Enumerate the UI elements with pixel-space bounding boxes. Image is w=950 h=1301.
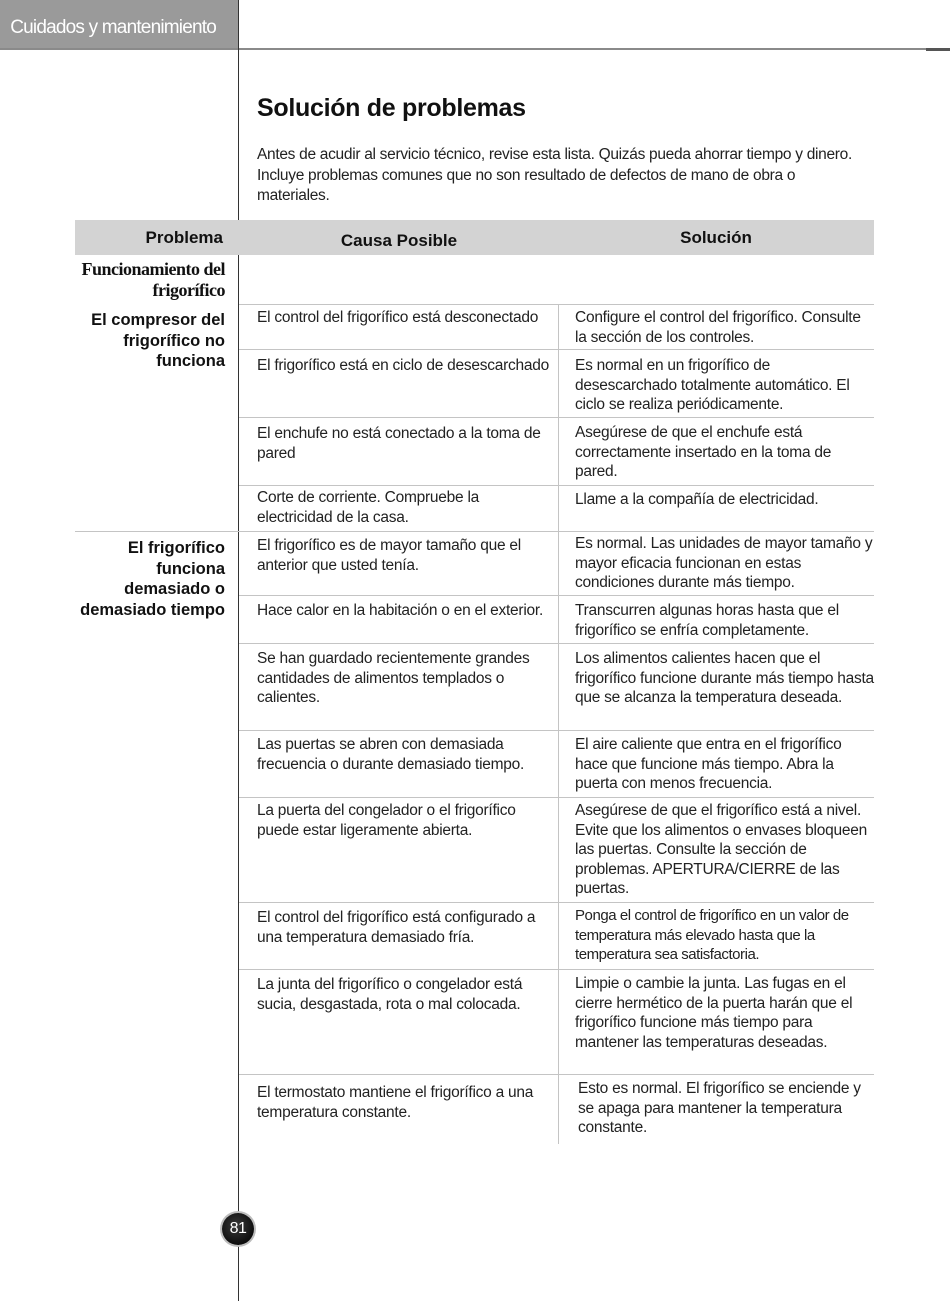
solution-cell: Es normal. Las unidades de mayor tamaño y mayor eficacia funcionan en estas condiciones durante más tiempo.	[575, 535, 873, 591]
solution-cell: Es normal en un frigorífico de desescarchado totalmente automático. El ciclo se realiza periódicamente.	[575, 357, 850, 413]
cause-cell: El termostato mantiene el frigorífico a una temperatura constante.	[257, 1084, 534, 1121]
section-tab	[0, 0, 238, 49]
solution-cell: Los alimentos calientes hacen que el frigorífico funcione durante más tiempo hasta que se alcanza la temperatura deseada.	[575, 650, 874, 706]
cause-cell: Corte de corriente. Compruebe la electricidad de la casa.	[257, 489, 480, 526]
cause-cell: El control del frigorífico está configurado a una temperatura demasiado fría.	[257, 909, 536, 946]
page-number-badge	[222, 1213, 254, 1245]
solution-cell: El aire caliente que entra en el frigorífico hace que funcione más tiempo. Abra la puerta con menos frecuencia.	[575, 736, 842, 792]
row-divider	[239, 797, 874, 798]
solution-cell: Configure el control del frigorífico. Consulte la sección de los controles.	[575, 309, 861, 346]
problem-label: El frigorífico funciona demasiado o demasiado tiempo	[80, 539, 225, 619]
cause-cell: El frigorífico es de mayor tamaño que el anterior que usted tenía.	[257, 537, 521, 574]
column-divider	[558, 304, 559, 1144]
header-rule-end	[926, 48, 950, 51]
margin-rule	[238, 0, 239, 1301]
row-divider	[239, 969, 874, 970]
row-divider	[239, 485, 874, 486]
intro-paragraph: Antes de acudir al servicio técnico, revise esta lista. Quizás pueda ahorrar tiempo y dinero. Incluye problemas comunes que no son resultado de defectos de mano de obra o materiales.	[257, 146, 852, 204]
cause-cell: El frigorífico está en ciclo de desescarchado	[257, 357, 550, 374]
problem-label: El compresor del frigorífico no funciona	[91, 311, 225, 370]
solution-cell: Limpie o cambie la junta. Las fugas en el cierre hermético de la puerta harán que el frigorífico funcione más tiempo para mantener las temperaturas deseadas.	[575, 975, 853, 1051]
group-divider	[75, 531, 874, 532]
row-divider	[239, 1074, 874, 1075]
section-tab-label: Cuidados y mantenimiento	[10, 17, 216, 38]
row-divider	[239, 595, 874, 596]
cause-cell: La junta del frigorífico o congelador está sucia, desgastada, rota o mal colocada.	[257, 976, 523, 1013]
solution-cell: Ponga el control de frigorífico en un valor de temperatura más elevado hasta que la temperatura sea satisfactoria.	[575, 907, 849, 963]
row-divider	[239, 730, 874, 731]
cause-cell: El control del frigorífico está desconectado	[257, 309, 539, 326]
header-solution: Solución	[680, 228, 752, 247]
group-title: Funcionamiento del frigorífico	[81, 259, 225, 300]
row-divider	[239, 902, 874, 903]
row-divider	[239, 643, 874, 644]
cause-cell: Las puertas se abren con demasiada frecuencia o durante demasiado tiempo.	[257, 736, 525, 773]
solution-cell: Asegúrese de que el enchufe está correctamente insertado en la toma de pared.	[575, 424, 832, 480]
row-divider	[239, 349, 874, 350]
header-rule	[0, 48, 950, 50]
table-header	[75, 220, 874, 255]
header-problem: Problema	[145, 228, 223, 247]
row-divider	[239, 417, 874, 418]
solution-cell: Transcurren algunas horas hasta que el frigorífico se enfría completamente.	[575, 602, 839, 639]
cause-cell: Se han guardado recientemente grandes cantidades de alimentos templados o calientes.	[257, 650, 530, 706]
cause-cell: Hace calor en la habitación o en el exterior.	[257, 602, 544, 619]
solution-cell: Llame a la compañía de electricidad.	[575, 491, 819, 508]
page-title: Solución de problemas	[257, 94, 526, 122]
cause-cell: La puerta del congelador o el frigorífico puede estar ligeramente abierta.	[257, 802, 516, 839]
solution-cell: Asegúrese de que el frigorífico está a nivel. Evite que los alimentos o envases bloqueen las puertas. Consulte la sección de problemas. APERTURA/CIERRE de las puertas.	[575, 802, 867, 897]
cause-cell: El enchufe no está conectado a la toma de pared	[257, 425, 541, 462]
header-cause: Causa Posible	[340, 231, 458, 250]
page-number: 81	[229, 1220, 247, 1237]
row-divider	[239, 304, 874, 305]
solution-cell: Esto es normal. El frigorífico se enciende y se apaga para mantener la temperatura constante.	[578, 1080, 861, 1136]
